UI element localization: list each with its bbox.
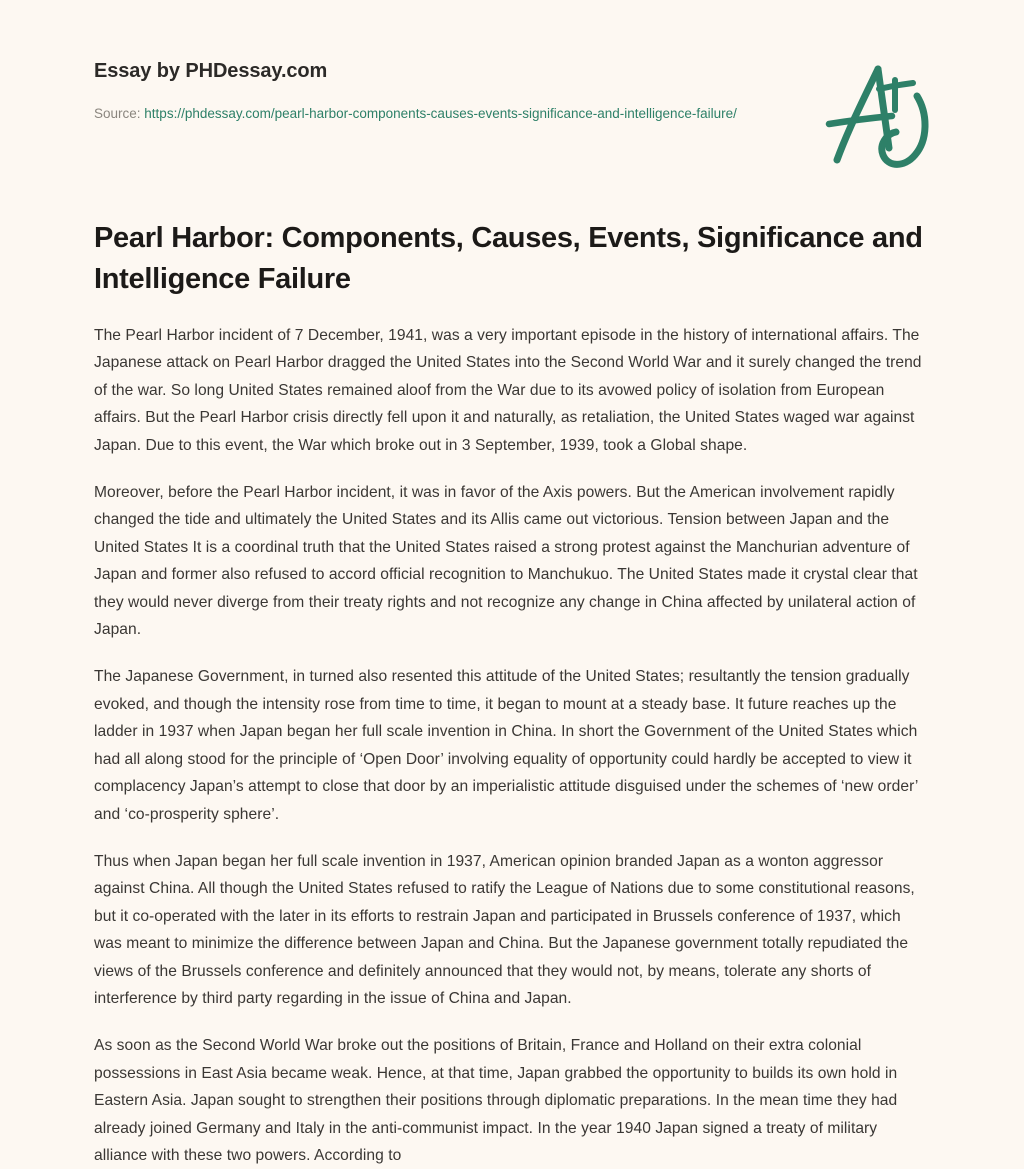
source-line [94,100,784,127]
paragraph: Thus when Japan began her full scale invention in 1937, American opinion branded Japan as a wonton aggressor against China. All though the United States refused to ratify the League of Nations due to some constitutional reasons, but it co-operated with the later in its efforts to restrain Japan and participated in Brussels conference of 1937, which was meant to minimize the difference between Japan and China. But the Japanese government totally repudiated the views of the Brussels conference and definitely announced that they would not, by means, tolerate any shorts of interference by third party regarding in the issue of China and Japan. [94,852,915,1007]
a-plus-icon [816,52,956,182]
paragraph: The Pearl Harbor incident of 7 December, 1941, was a very important episode in the history of international affairs. The Japanese attack on Pearl Harbor dragged the United States into the Second World War and it surely changed the trend of the war. So long United States remained aloof from the War due to its avowed policy of isolation from European affairs. But the Pearl Harbor crisis directly fell upon it and naturally, as retaliation, the United States waged war against Japan. Due to this event, the War which broke out in 3 September, 1939, took a Global shape. [94,327,922,454]
paragraph: Moreover, before the Pearl Harbor incident, it was in favor of the Axis powers. But the American involvement rapidly changed the tide and ultimately the United States and its Allis came out victorious. Tension between Japan and the United States It is a coordinal truth that the United States raised a strong protest against the Manchurian adventure of Japan and former also refused to accord official recognition to Manchukuo. The United States made it crystal clear that they would never diverge from their treaty rights and not recognize any change in China affected by unilateral action of Japan. [94,484,918,639]
paragraph: The Japanese Government, in turned also resented this attitude of the United States; resultantly the tension gradually evoked, and though the intensity rose from time to time, it began to mount at a steady base. It future reaches up the ladder in 1937 when Japan began her full scale invention in China. In short the Government of the United States which had all along stood for the principle of ‘Open Door’ involving equality of opportunity could hardly be accepted to view it complacency Japan’s attempt to close that door by an imperialistic attitude disguised under the schemes of ‘new order’ and ‘co-prosperity sphere’. [94,668,918,823]
source-url-link[interactable]: https://phdessay.com/pearl-harbor-components-causes-events-significance-and-intelligence-failure/ [144,106,737,121]
source-label: Source: [94,106,141,121]
brand-line: Essay by PHDessay.com [94,60,328,82]
page-title: Pearl Harbor: Components, Causes, Events, Significance and Intelligence Failure [94,222,923,295]
phdessay-logo[interactable] [816,52,956,182]
article-body [94,322,932,1169]
paragraph: As soon as the Second World War broke out the positions of Britain, France and Holland on their extra colonial possessions in East Asia became weak. Hence, at that time, Japan grabbed the opportunity to builds its own hold in Eastern Asia. Japan sought to strengthen their positions through diplomatic preparations. In the mean time they had already joined Germany and Italy in the anti-communist impact. In the year 1940 Japan signed a treaty of military alliance with these two powers. According to [94,1037,898,1164]
masthead [94,58,794,127]
